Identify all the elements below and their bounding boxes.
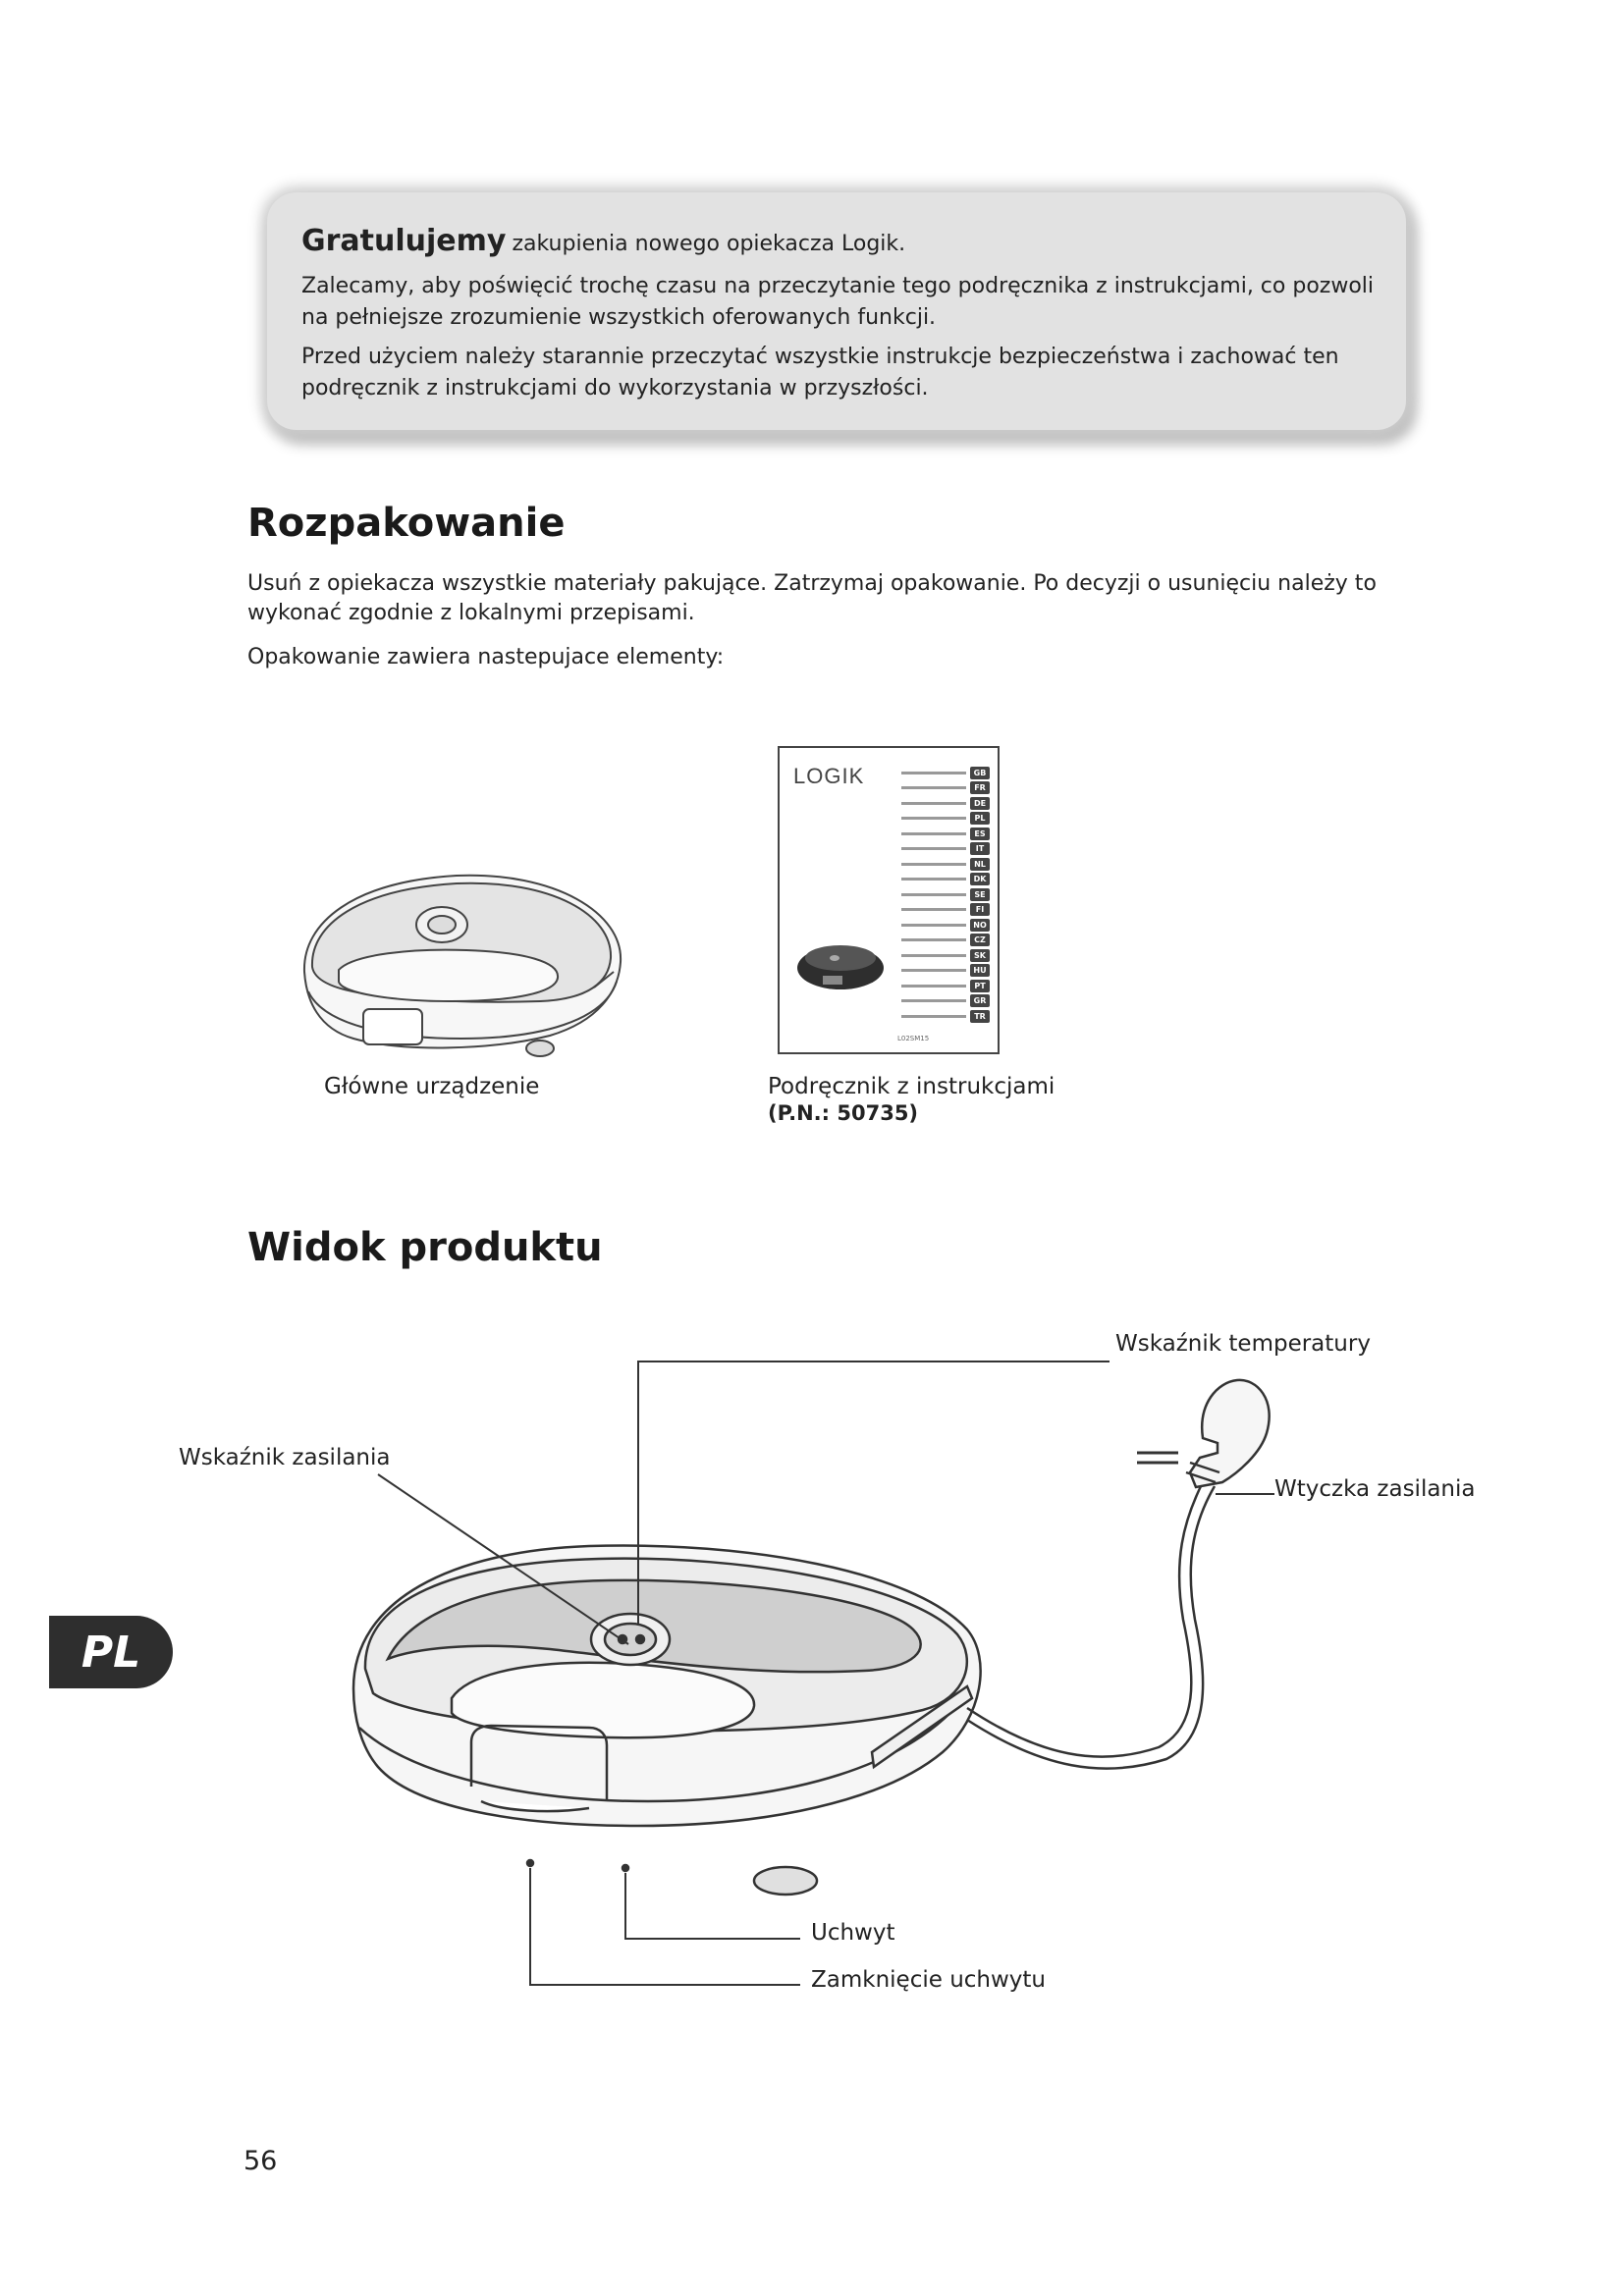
manual-language-line — [901, 938, 966, 941]
manual-language-tab: FI — [970, 903, 990, 916]
label-handle-lock: Zamknięcie uchwytu — [811, 1967, 1047, 1993]
manual-language-row — [876, 887, 990, 901]
manual-booklet-illustration — [778, 746, 1000, 1054]
manual-language-line — [901, 863, 966, 866]
manual-language-row — [876, 857, 990, 871]
intro-title-rest: zakupienia nowego opiekacza Logik. — [512, 232, 906, 256]
manual-language-line — [901, 924, 966, 927]
manual-language-line — [901, 1015, 966, 1018]
manual-language-tab: ES — [970, 828, 990, 840]
manual-language-row — [876, 934, 990, 947]
manual-language-tab: CZ — [970, 934, 990, 946]
unpacking-paragraph-1: Usuń z opiekacza wszystkie materiały pakujące. Zatrzymaj opakowanie. Po decyzji o usunięciu należy to wykonać zgodnie z lokalnymi przepisami. — [247, 571, 1377, 625]
manual-language-tab: TR — [970, 1010, 990, 1023]
manual-language-line — [901, 817, 966, 820]
manual-language-row — [876, 994, 990, 1008]
manual-language-line — [901, 954, 966, 957]
manual-language-line — [901, 786, 966, 789]
manual-part-number: (P.N.: 50735) — [768, 1101, 919, 1125]
intro-paragraph-1: Zalecamy, aby poświęcić trochę czasu na przeczytanie tego podręcznika z instrukcjami, co pozwoli na pełniejsze zrozumienie wszystkich oferowanych funkcji. — [301, 274, 1375, 330]
manual-language-tab: GR — [970, 994, 990, 1007]
intro-box — [267, 192, 1406, 430]
manual-language-row — [876, 948, 990, 962]
manual-model: L02SM15 — [897, 1035, 930, 1042]
manual-language-line — [901, 969, 966, 972]
manual-language-tab: GB — [970, 767, 990, 779]
manual-language-row — [876, 918, 990, 932]
label-power-plug: Wtyczka zasilania — [1274, 1476, 1476, 1502]
label-power-indicator: Wskaźnik zasilania — [179, 1445, 391, 1470]
manual-language-tab: DK — [970, 873, 990, 885]
manual-language-row — [876, 903, 990, 917]
manual-language-tab: PL — [970, 812, 990, 825]
product-view-heading: Widok produktu — [247, 1225, 603, 1270]
manual-language-line — [901, 908, 966, 911]
manual-language-tab: PT — [970, 980, 990, 992]
manual-language-tab: HU — [970, 964, 990, 977]
manual-caption: Podręcznik z instrukcjami — [768, 1074, 1056, 1099]
manual-language-row — [876, 842, 990, 856]
intro-paragraph-2: Przed użyciem należy starannie przeczytać wszystkie instrukcje bezpieczeństwa i zachować ten podręcznik z instrukcjami do wykorzystania w przyszłości. — [301, 345, 1339, 400]
manual-language-tab: SK — [970, 949, 990, 962]
intro-lead — [301, 224, 905, 258]
unpacking-paragraph-2: Opakowanie zawiera nastepujace elementy: — [247, 645, 725, 669]
manual-language-tab: SE — [970, 888, 990, 901]
manual-product-photo — [791, 934, 890, 993]
manual-language-row — [876, 796, 990, 810]
manual-language-row — [876, 827, 990, 840]
manual-language-tab: IT — [970, 842, 990, 855]
manual-language-tab: NL — [970, 858, 990, 871]
language-badge: PL — [49, 1616, 173, 1688]
label-handle: Uchwyt — [811, 1920, 895, 1946]
manual-language-row — [876, 964, 990, 978]
main-unit-caption: Główne urządzenie — [324, 1074, 540, 1099]
manual-language-row — [876, 1009, 990, 1023]
manual-language-tab: FR — [970, 781, 990, 794]
manual-language-tab: DE — [970, 797, 990, 810]
manual-language-row — [876, 812, 990, 826]
manual-language-line — [901, 893, 966, 896]
page-number: 56 — [244, 2146, 278, 2176]
intro-title-bold: Gratulujemy — [301, 224, 507, 258]
manual-language-line — [901, 878, 966, 881]
label-temperature-indicator: Wskaźnik temperatury — [1115, 1331, 1371, 1357]
main-unit-illustration — [295, 864, 628, 1070]
manual-language-list — [876, 766, 990, 1025]
manual-language-line — [901, 847, 966, 850]
manual-language-line — [901, 985, 966, 988]
manual-language-row — [876, 873, 990, 886]
manual-language-row — [876, 979, 990, 992]
manual-brand-logo: LOGIK — [793, 764, 865, 788]
manual-language-row — [876, 766, 990, 779]
manual-language-line — [901, 999, 966, 1002]
unpacking-heading: Rozpakowanie — [247, 501, 566, 546]
manual-language-line — [901, 802, 966, 805]
manual-language-tab: NO — [970, 919, 990, 932]
manual-language-row — [876, 781, 990, 795]
manual-language-line — [901, 772, 966, 774]
manual-language-line — [901, 832, 966, 835]
